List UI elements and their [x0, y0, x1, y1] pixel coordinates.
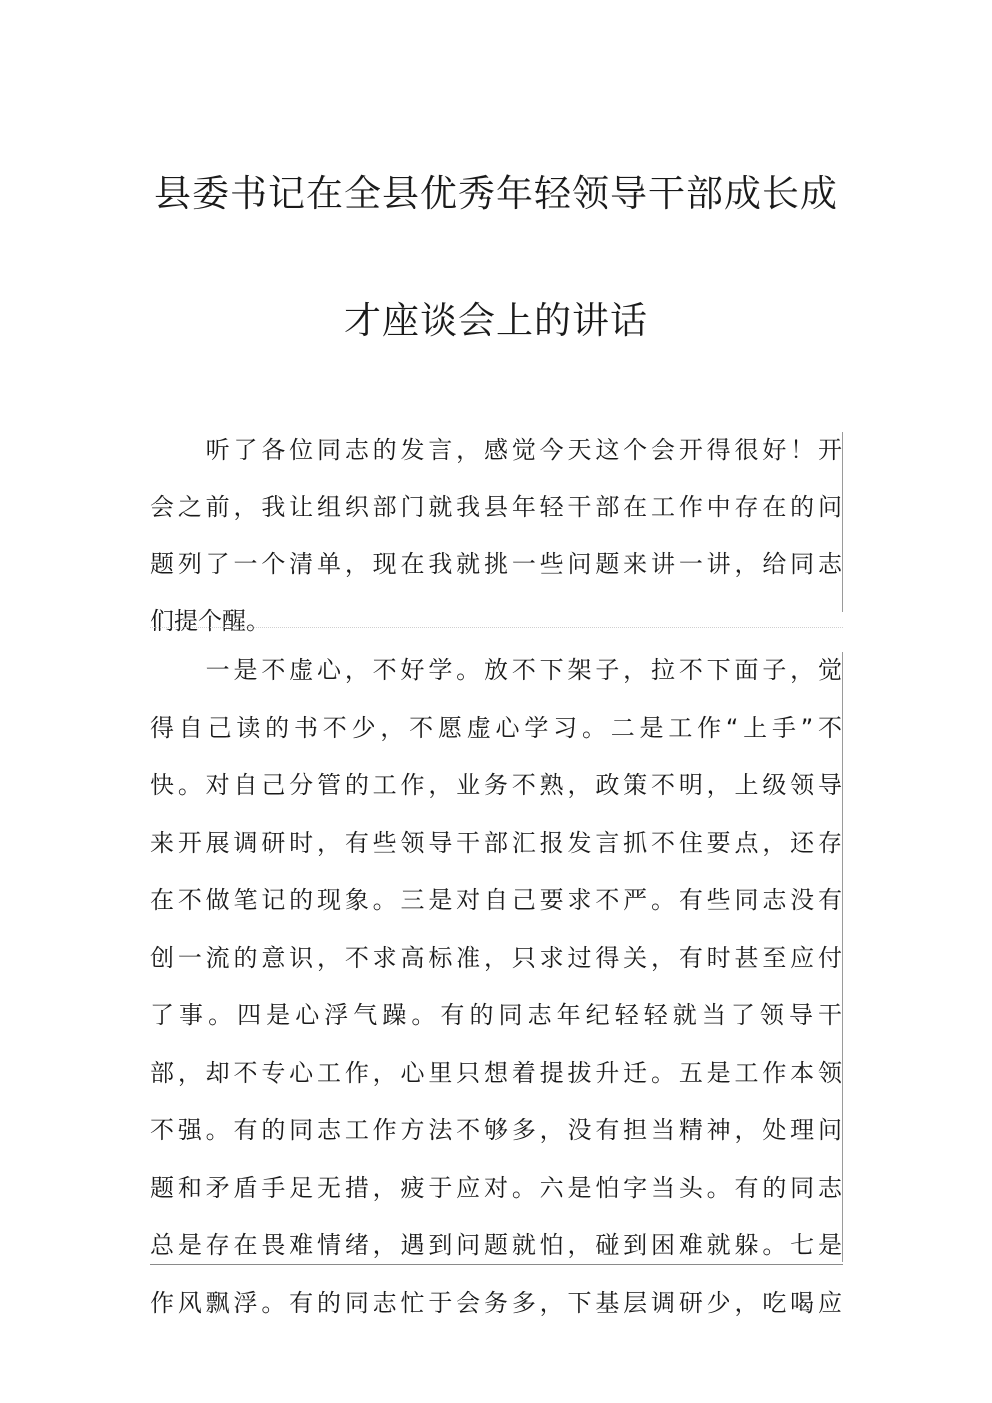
text-boundary-marker — [842, 432, 843, 612]
text-boundary-marker — [842, 652, 843, 1262]
document-title-line-1: 县委书记在全县优秀年轻领导干部成长成 — [154, 172, 838, 215]
paragraph-2 — [150, 652, 842, 1342]
paragraph-line: 创一流的意识，不求高标准，只求过得关，有时甚至应付 — [150, 943, 842, 972]
paragraph-line: 会之前，我让组织部门就我县年轻干部在工作中存在的问 — [150, 493, 842, 521]
page-bottom-rule — [150, 1264, 843, 1265]
document-title-line-2: 才座谈会上的讲话 — [344, 299, 648, 342]
paragraph-line: 来开展调研时，有些领导干部汇报发言抓不住要点，还存 — [150, 828, 842, 857]
paragraph-line: 一是不虚心，不好学。放不下架子，拉不下面子，觉 — [150, 656, 842, 684]
paragraph-line: 得自己读的书不少，不愿虚心学习。二是工作“上手”不 — [150, 713, 842, 742]
page-break-separator — [150, 627, 843, 628]
paragraph-line: 题列了一个清单，现在我就挑一些问题来讲一讲，给同志 — [150, 550, 842, 578]
paragraph-line: 作风飘浮。有的同志忙于会务多，下基层调研少，吃喝应 — [150, 1288, 842, 1317]
paragraph-line: 部，却不专心工作，心里只想着提拔升迁。五是工作本领 — [150, 1058, 842, 1087]
paragraph-line: 快。对自己分管的工作，业务不熟，政策不明，上级领导 — [150, 771, 842, 799]
paragraph-line: 了事。四是心浮气躁。有的同志年纪轻轻就当了领导干 — [150, 1001, 842, 1029]
paragraph-line: 们提个醒。 — [150, 607, 270, 635]
paragraph-line: 总是存在畏难情绪，遇到问题就怕，碰到困难就躲。七是 — [150, 1231, 842, 1259]
paragraph-line: 听了各位同志的发言，感觉今天这个会开得很好！开 — [150, 436, 842, 464]
paragraph-line: 在不做笔记的现象。三是对自己要求不严。有些同志没有 — [150, 886, 842, 914]
paragraph-line: 题和矛盾手足无措，疲于应对。六是怕字当头。有的同志 — [150, 1173, 842, 1202]
paragraph-line: 不强。有的同志工作方法不够多，没有担当精神，处理问 — [150, 1116, 842, 1144]
paragraph-1 — [150, 432, 842, 660]
